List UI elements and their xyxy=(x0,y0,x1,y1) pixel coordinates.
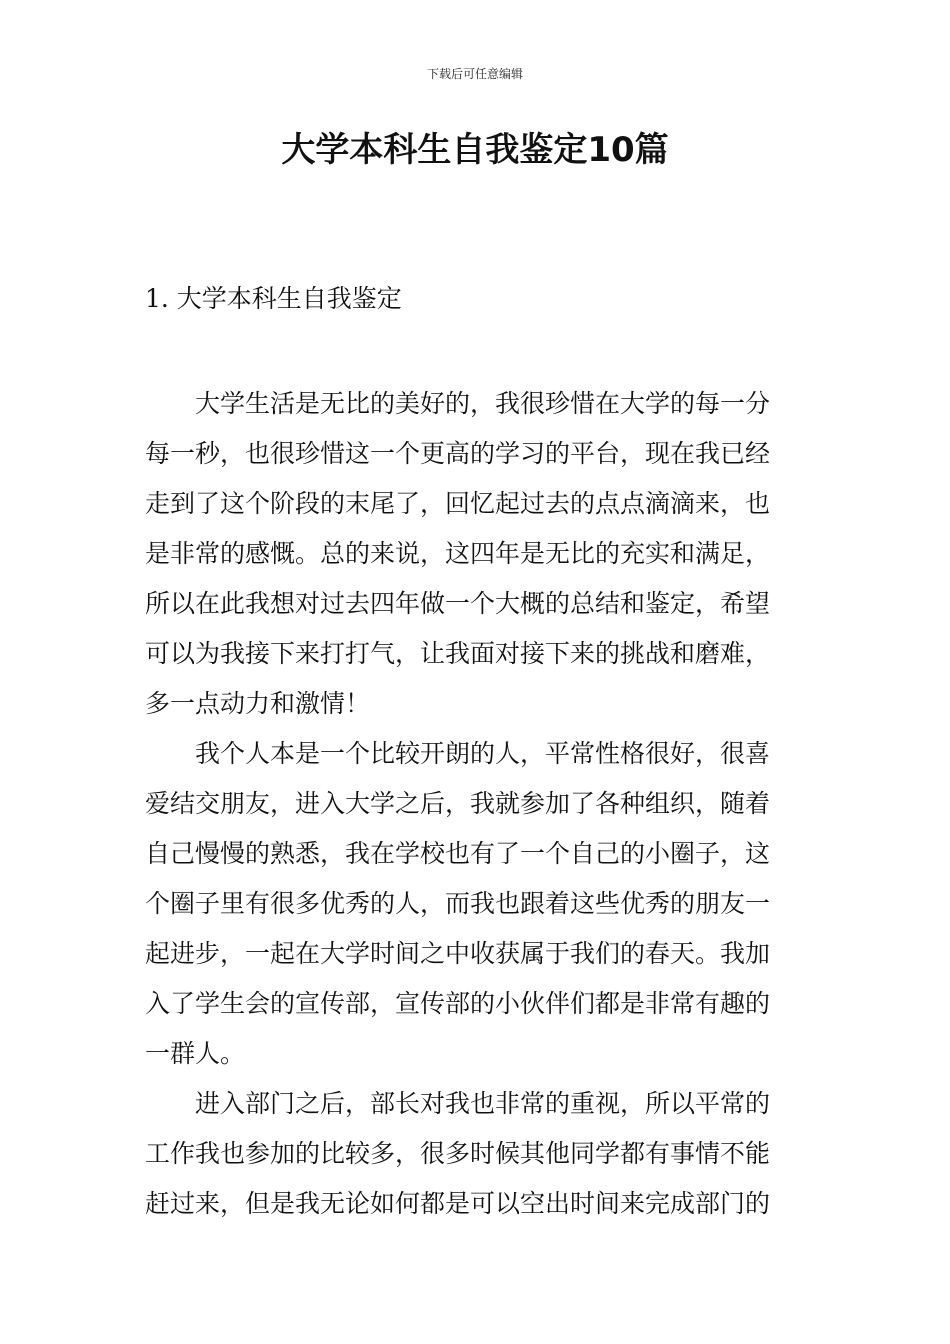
paragraph-2: 我个人本是一个比较开朗的人，平常性格很好，很喜 爱结交朋友，进入大学之后，我就参加了各种组织，随着 自己慢慢的熟悉，我在学校也有了一个自己的小圈子，这 个圈子里有很多优秀的人，而我也跟着这些优秀的朋友一 起进步，一起在大学时间之中收获属于我们的春天。我加 入了学生会的宣传部，宣传部的小伙伴们都是非常有趣的 一群人。 xyxy=(145,739,771,1068)
document-title: 大学本科生自我鉴定10篇 xyxy=(281,130,669,170)
download-note: 下载后可任意编辑 xyxy=(426,67,523,81)
paragraph-1: 大学生活是无比的美好的，我很珍惜在大学的每一分 每一秒，也很珍惜这一个更高的学习的平台，现在我已经 走到了这个阶段的末尾了，回忆起过去的点点滴滴来，也 是非常的感慨。总的来说，这四年是无比的充实和满足， 所以在此我想对过去四年做一个大概的总结和鉴定，希望 可以为我接下来打打气，让我面对接下来的挑战和磨难， 多一点动力和激情！ xyxy=(145,389,771,718)
document-body xyxy=(145,379,805,1229)
section-heading: 1. 大学本科生自我鉴定 xyxy=(145,284,402,313)
paragraph-3: 进入部门之后，部长对我也非常的重视，所以平常的 工作我也参加的比较多，很多时候其他同学都有事情不能 赶过来，但是我无论如何都是可以空出时间来完成部门的 xyxy=(145,1089,771,1218)
